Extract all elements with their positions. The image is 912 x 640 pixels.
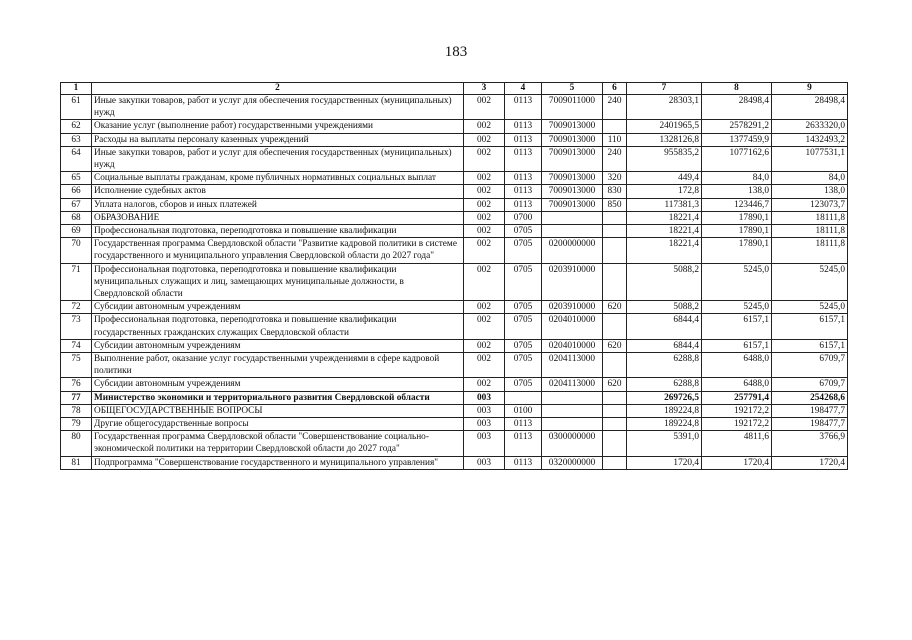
row-number-cell: 72 [61, 301, 92, 314]
ministry-code-cell: 002 [464, 301, 505, 314]
section-code-cell: 0113 [505, 418, 542, 431]
ministry-code-cell: 002 [464, 225, 505, 238]
table-row [61, 353, 848, 378]
table-row [61, 120, 848, 133]
expense-type-cell: 620 [603, 378, 627, 391]
amount-cell-7: 6844,4 [627, 339, 702, 352]
section-code-cell: 0705 [505, 225, 542, 238]
expense-type-cell [603, 120, 627, 133]
table-row [61, 225, 848, 238]
amount-cell-9: 6157,1 [772, 339, 848, 352]
section-code-cell: 0705 [505, 263, 542, 301]
amount-cell-8: 28498,4 [702, 95, 772, 120]
row-name-cell: Субсидии автономным учреждениям [92, 339, 464, 352]
table-body [61, 95, 848, 470]
amount-cell-9: 198477,7 [772, 418, 848, 431]
row-number-cell: 79 [61, 418, 92, 431]
target-code-cell: 7009013000 [542, 185, 603, 198]
row-name-cell: ОБЩЕГОСУДАРСТВЕННЫЕ ВОПРОСЫ [92, 404, 464, 417]
page-number: 183 [444, 44, 468, 60]
amount-cell-8: 17890,1 [702, 238, 772, 263]
budget-table [60, 82, 848, 470]
section-code-cell: 0113 [505, 146, 542, 171]
expense-type-cell [603, 225, 627, 238]
expense-type-cell [603, 238, 627, 263]
expense-type-cell: 850 [603, 198, 627, 211]
amount-cell-7: 269726,5 [627, 391, 702, 404]
row-number-cell: 65 [61, 172, 92, 185]
row-number-cell: 73 [61, 314, 92, 339]
row-name-cell: Субсидии автономным учреждениям [92, 301, 464, 314]
target-code-cell: 7009013000 [542, 172, 603, 185]
table-row [61, 133, 848, 146]
amount-cell-8: 5245,0 [702, 263, 772, 301]
amount-cell-7: 1720,4 [627, 456, 702, 469]
amount-cell-8: 1377459,9 [702, 133, 772, 146]
row-number-cell: 66 [61, 185, 92, 198]
expense-type-cell: 320 [603, 172, 627, 185]
table-row [61, 391, 848, 404]
amount-cell-9: 6157,1 [772, 314, 848, 339]
row-name-cell: Оказание услуг (выполнение работ) государственными учреждениями [92, 120, 464, 133]
row-name-cell: Выполнение работ, оказание услуг государственными учреждениями в сфере кадровой политики [92, 353, 464, 378]
section-code-cell: 0705 [505, 314, 542, 339]
row-number-cell: 70 [61, 238, 92, 263]
expense-type-cell: 110 [603, 133, 627, 146]
table-row [61, 146, 848, 171]
amount-cell-8: 192172,2 [702, 418, 772, 431]
ministry-code-cell: 002 [464, 120, 505, 133]
section-code-cell: 0113 [505, 95, 542, 120]
amount-cell-7: 18221,4 [627, 238, 702, 263]
row-name-cell: Другие общегосударственные вопросы [92, 418, 464, 431]
section-code-cell: 0113 [505, 198, 542, 211]
amount-cell-8: 17890,1 [702, 225, 772, 238]
table-row [61, 198, 848, 211]
amount-cell-8: 1077162,6 [702, 146, 772, 171]
row-number-cell: 68 [61, 211, 92, 224]
amount-cell-7: 5391,0 [627, 431, 702, 456]
section-code-cell: 0113 [505, 185, 542, 198]
section-code-cell: 0705 [505, 353, 542, 378]
amount-cell-8: 123446,7 [702, 198, 772, 211]
table-row [61, 378, 848, 391]
expense-type-cell [603, 263, 627, 301]
target-code-cell: 0204113000 [542, 353, 603, 378]
table-row [61, 185, 848, 198]
amount-cell-8: 4811,6 [702, 431, 772, 456]
amount-cell-7: 6844,4 [627, 314, 702, 339]
row-name-cell: Иные закупки товаров, работ и услуг для обеспечения государственных (муниципальных) нужд [92, 146, 464, 171]
expense-type-cell [603, 456, 627, 469]
row-number-cell: 78 [61, 404, 92, 417]
section-code-cell: 0113 [505, 172, 542, 185]
amount-cell-8: 5245,0 [702, 301, 772, 314]
header-cell: 4 [505, 83, 542, 95]
amount-cell-9: 18111,8 [772, 225, 848, 238]
amount-cell-9: 1077531,1 [772, 146, 848, 171]
ministry-code-cell: 002 [464, 238, 505, 263]
ministry-code-cell: 003 [464, 391, 505, 404]
ministry-code-cell: 002 [464, 95, 505, 120]
amount-cell-9: 18111,8 [772, 211, 848, 224]
row-number-cell: 75 [61, 353, 92, 378]
section-code-cell: 0700 [505, 211, 542, 224]
amount-cell-8: 192172,2 [702, 404, 772, 417]
row-name-cell: ОБРАЗОВАНИЕ [92, 211, 464, 224]
row-name-cell: Профессиональная подготовка, переподготовка и повышение квалификации [92, 225, 464, 238]
row-name-cell: Государственная программа Свердловской области "Совершенствование социально-экономической политики на территории Свердловской области до 2027 года" [92, 431, 464, 456]
row-name-cell: Расходы на выплаты персоналу казенных учреждений [92, 133, 464, 146]
table-row [61, 211, 848, 224]
ministry-code-cell: 003 [464, 418, 505, 431]
section-code-cell: 0705 [505, 378, 542, 391]
amount-cell-7: 449,4 [627, 172, 702, 185]
row-name-cell: Субсидии автономным учреждениям [92, 378, 464, 391]
amount-cell-9: 6709,7 [772, 378, 848, 391]
target-code-cell: 0204010000 [542, 314, 603, 339]
table-row [61, 301, 848, 314]
expense-type-cell [603, 404, 627, 417]
section-code-cell: 0100 [505, 404, 542, 417]
section-code-cell: 0113 [505, 456, 542, 469]
target-code-cell: 0203910000 [542, 263, 603, 301]
amount-cell-8: 138,0 [702, 185, 772, 198]
table-row [61, 314, 848, 339]
amount-cell-8: 257791,4 [702, 391, 772, 404]
amount-cell-8: 6157,1 [702, 339, 772, 352]
table-row [61, 404, 848, 417]
amount-cell-9: 3766,9 [772, 431, 848, 456]
header-row [61, 83, 848, 95]
expense-type-cell [603, 211, 627, 224]
target-code-cell [542, 404, 603, 417]
header-cell: 7 [627, 83, 702, 95]
ministry-code-cell: 002 [464, 133, 505, 146]
ministry-code-cell: 002 [464, 198, 505, 211]
row-number-cell: 67 [61, 198, 92, 211]
target-code-cell: 7009013000 [542, 198, 603, 211]
target-code-cell [542, 418, 603, 431]
amount-cell-7: 6288,8 [627, 378, 702, 391]
amount-cell-9: 28498,4 [772, 95, 848, 120]
row-number-cell: 62 [61, 120, 92, 133]
expense-type-cell: 240 [603, 95, 627, 120]
header-cell: 2 [92, 83, 464, 95]
target-code-cell: 0200000000 [542, 238, 603, 263]
ministry-code-cell: 002 [464, 263, 505, 301]
row-number-cell: 77 [61, 391, 92, 404]
amount-cell-9: 84,0 [772, 172, 848, 185]
amount-cell-8: 6488,0 [702, 378, 772, 391]
row-name-cell: Исполнение судебных актов [92, 185, 464, 198]
target-code-cell: 0320000000 [542, 456, 603, 469]
header-cell: 5 [542, 83, 603, 95]
amount-cell-7: 6288,8 [627, 353, 702, 378]
amount-cell-7: 2401965,5 [627, 120, 702, 133]
section-code-cell: 0705 [505, 238, 542, 263]
amount-cell-9: 6709,7 [772, 353, 848, 378]
ministry-code-cell: 003 [464, 431, 505, 456]
row-number-cell: 81 [61, 456, 92, 469]
target-code-cell: 7009013000 [542, 146, 603, 171]
table-row [61, 456, 848, 469]
section-code-cell: 0113 [505, 431, 542, 456]
row-name-cell: Социальные выплаты гражданам, кроме публичных нормативных социальных выплат [92, 172, 464, 185]
row-number-cell: 69 [61, 225, 92, 238]
section-code-cell: 0705 [505, 301, 542, 314]
amount-cell-7: 189224,8 [627, 418, 702, 431]
amount-cell-8: 2578291,2 [702, 120, 772, 133]
ministry-code-cell: 002 [464, 185, 505, 198]
amount-cell-9: 254268,6 [772, 391, 848, 404]
section-code-cell: 0113 [505, 120, 542, 133]
table-row [61, 95, 848, 120]
amount-cell-9: 198477,7 [772, 404, 848, 417]
row-name-cell: Уплата налогов, сборов и иных платежей [92, 198, 464, 211]
amount-cell-9: 123073,7 [772, 198, 848, 211]
target-code-cell: 0300000000 [542, 431, 603, 456]
amount-cell-9: 5245,0 [772, 263, 848, 301]
section-code-cell: 0705 [505, 339, 542, 352]
amount-cell-9: 138,0 [772, 185, 848, 198]
row-name-cell: Государственная программа Свердловской области "Развитие кадровой политики в системе государственного и муниципального управления Свердловской области до 2027 года" [92, 238, 464, 263]
expense-type-cell [603, 353, 627, 378]
target-code-cell: 0204010000 [542, 339, 603, 352]
row-number-cell: 61 [61, 95, 92, 120]
expense-type-cell: 240 [603, 146, 627, 171]
table-row [61, 238, 848, 263]
amount-cell-9: 5245,0 [772, 301, 848, 314]
row-number-cell: 74 [61, 339, 92, 352]
header-cell: 3 [464, 83, 505, 95]
target-code-cell: 0203910000 [542, 301, 603, 314]
amount-cell-8: 17890,1 [702, 211, 772, 224]
ministry-code-cell: 002 [464, 146, 505, 171]
amount-cell-9: 1720,4 [772, 456, 848, 469]
amount-cell-9: 1432493,2 [772, 133, 848, 146]
row-number-cell: 64 [61, 146, 92, 171]
target-code-cell: 7009013000 [542, 120, 603, 133]
target-code-cell: 0204113000 [542, 378, 603, 391]
amount-cell-7: 117381,3 [627, 198, 702, 211]
target-code-cell [542, 391, 603, 404]
expense-type-cell [603, 391, 627, 404]
row-number-cell: 71 [61, 263, 92, 301]
header-cell: 1 [61, 83, 92, 95]
amount-cell-8: 6157,1 [702, 314, 772, 339]
table-row [61, 339, 848, 352]
row-name-cell: Подпрограмма "Совершенствование государственного и муниципального управления" [92, 456, 464, 469]
expense-type-cell: 620 [603, 301, 627, 314]
target-code-cell: 7009011000 [542, 95, 603, 120]
expense-type-cell [603, 418, 627, 431]
header-cell: 8 [702, 83, 772, 95]
amount-cell-8: 1720,4 [702, 456, 772, 469]
expense-type-cell: 620 [603, 339, 627, 352]
table-row [61, 431, 848, 456]
ministry-code-cell: 002 [464, 172, 505, 185]
row-name-cell: Иные закупки товаров, работ и услуг для обеспечения государственных (муниципальных) нужд [92, 95, 464, 120]
amount-cell-8: 6488,0 [702, 353, 772, 378]
amount-cell-7: 28303,1 [627, 95, 702, 120]
row-name-cell: Министерство экономики и территориального развития Свердловской области [92, 391, 464, 404]
header-cell: 6 [603, 83, 627, 95]
target-code-cell [542, 225, 603, 238]
ministry-code-cell: 002 [464, 314, 505, 339]
section-code-cell: 0113 [505, 133, 542, 146]
row-name-cell: Профессиональная подготовка, переподготовка и повышение квалификации муниципальных служащих и лиц, замещающих муниципальные должности, в Свердловской области [92, 263, 464, 301]
ministry-code-cell: 002 [464, 378, 505, 391]
expense-type-cell: 830 [603, 185, 627, 198]
ministry-code-cell: 002 [464, 353, 505, 378]
table-row [61, 263, 848, 301]
header-cell: 9 [772, 83, 848, 95]
expense-type-cell [603, 314, 627, 339]
target-code-cell: 7009013000 [542, 133, 603, 146]
table-row [61, 418, 848, 431]
amount-cell-7: 955835,2 [627, 146, 702, 171]
expense-type-cell [603, 431, 627, 456]
amount-cell-9: 2633320,0 [772, 120, 848, 133]
amount-cell-7: 189224,8 [627, 404, 702, 417]
amount-cell-7: 18221,4 [627, 225, 702, 238]
amount-cell-7: 5088,2 [627, 263, 702, 301]
ministry-code-cell: 003 [464, 456, 505, 469]
row-number-cell: 80 [61, 431, 92, 456]
amount-cell-7: 1328126,8 [627, 133, 702, 146]
section-code-cell [505, 391, 542, 404]
row-name-cell: Профессиональная подготовка, переподготовка и повышение квалификации государственных гражданских служащих Свердловской области [92, 314, 464, 339]
target-code-cell [542, 211, 603, 224]
amount-cell-9: 18111,8 [772, 238, 848, 263]
ministry-code-cell: 003 [464, 404, 505, 417]
amount-cell-7: 172,8 [627, 185, 702, 198]
table-row [61, 172, 848, 185]
amount-cell-7: 18221,4 [627, 211, 702, 224]
ministry-code-cell: 002 [464, 339, 505, 352]
ministry-code-cell: 002 [464, 211, 505, 224]
row-number-cell: 63 [61, 133, 92, 146]
amount-cell-7: 5088,2 [627, 301, 702, 314]
amount-cell-8: 84,0 [702, 172, 772, 185]
row-number-cell: 76 [61, 378, 92, 391]
